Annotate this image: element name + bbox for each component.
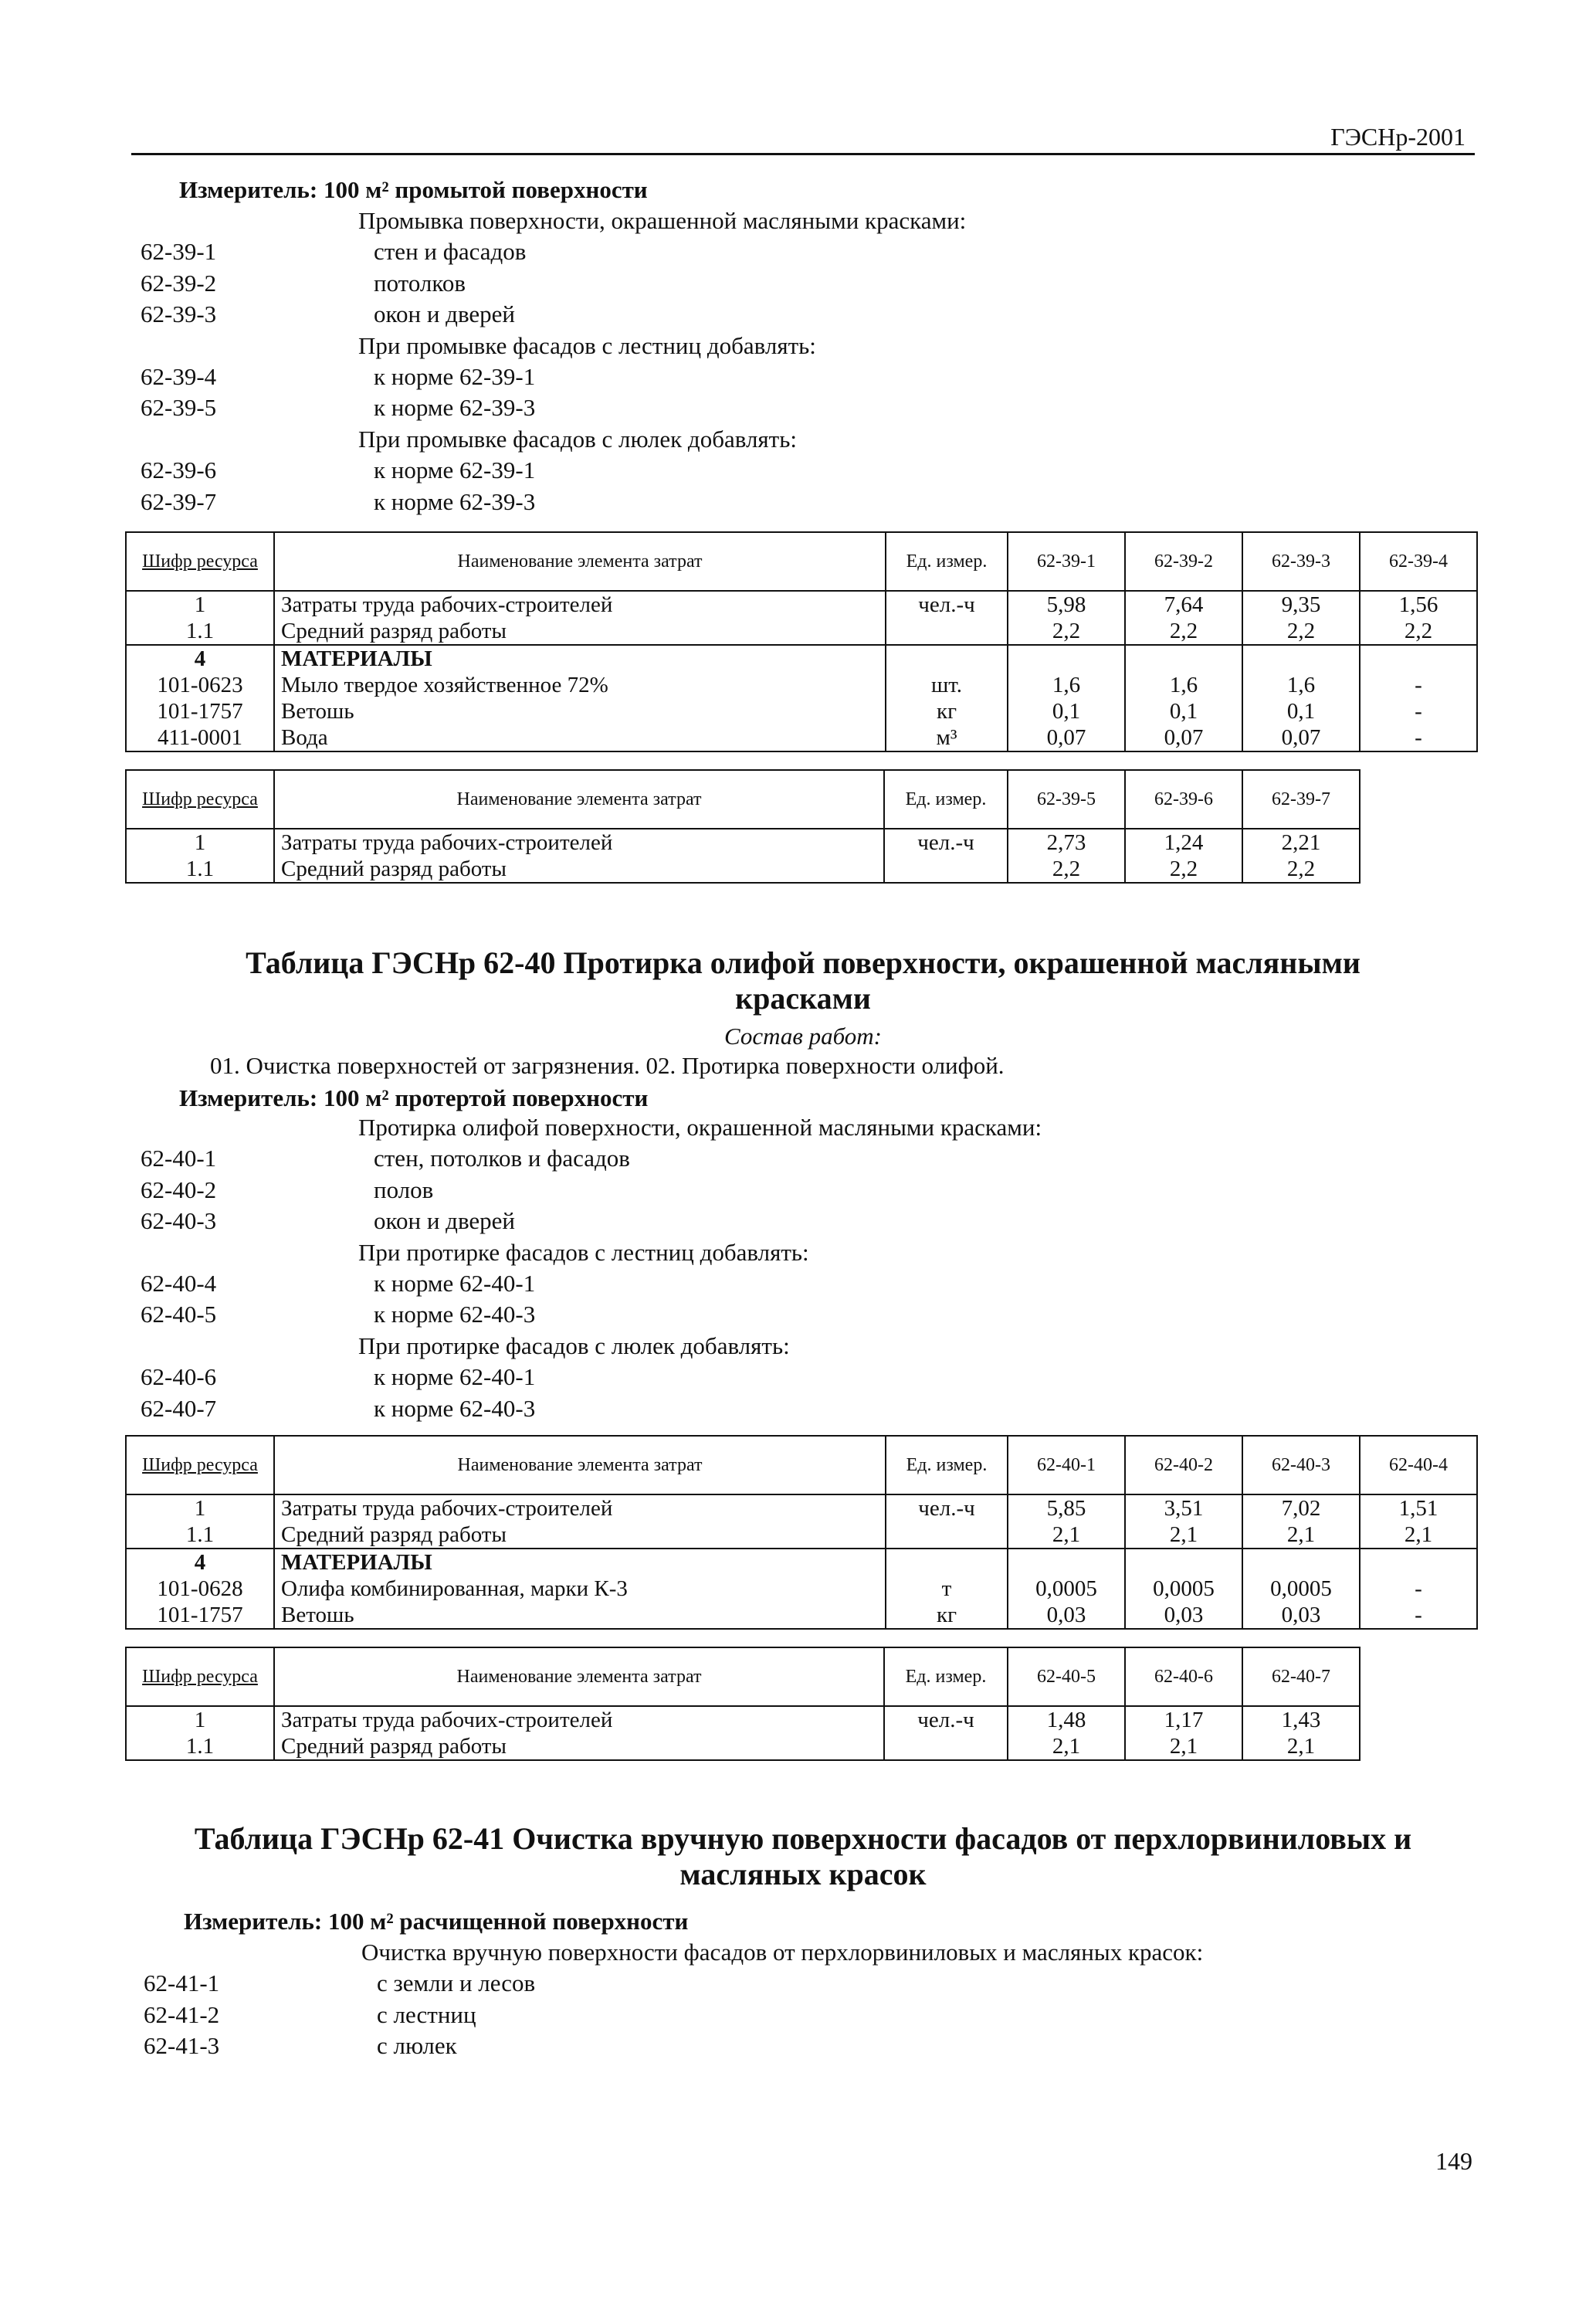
norm-value [1360, 1549, 1477, 1576]
norm-value: 2,1 [1242, 1521, 1360, 1549]
norm-value: 1,17 [1125, 1706, 1242, 1733]
norm-value: 2,2 [1008, 618, 1125, 645]
unit: кг [886, 698, 1008, 724]
norm-group-heading [141, 424, 1453, 455]
norm-description: полов [374, 1175, 434, 1203]
norm-value: 2,21 [1242, 829, 1360, 856]
header-norm-column: 62-39-2 [1125, 532, 1242, 591]
resource-table-62-39-1-4 [125, 531, 1478, 752]
norm-description: стен и фасадов [374, 238, 527, 266]
resource-code: 1.1 [126, 618, 274, 645]
norm-value [1008, 1549, 1125, 1576]
unit [886, 1521, 1008, 1549]
header-unit: Ед. измер. [883, 771, 1007, 828]
norm-item [141, 1143, 1453, 1174]
header-cost-element-and-unit [274, 770, 1008, 829]
cost-element-name: Ветошь [274, 1602, 886, 1629]
norm-list-62-40 [141, 1112, 1453, 1424]
norm-description: к норме 62-40-1 [374, 1363, 536, 1391]
norm-code: 62-40-4 [141, 1269, 217, 1297]
norm-group-heading [141, 1331, 1453, 1362]
header-resource-code-text: Шифр ресурса [142, 789, 258, 809]
norm-code: 62-39-7 [141, 487, 217, 515]
header-unit: Ед. измер. [886, 532, 1008, 591]
norm-value: 0,1 [1242, 698, 1360, 724]
cost-element-name: Затраты труда рабочих-строителей [274, 591, 886, 618]
cost-element-name: МАТЕРИАЛЫ [274, 1549, 886, 1576]
norm-description: Протирка олифой поверхности, окрашенной масляными красками: [358, 1114, 1042, 1141]
norm-item [144, 1968, 1456, 1999]
norm-group-heading [141, 331, 1453, 361]
table-row [126, 856, 1477, 883]
unit [883, 856, 1007, 882]
unit [886, 618, 1008, 645]
norm-value: 9,35 [1242, 591, 1360, 618]
norm-list-62-39 [141, 205, 1453, 517]
resource-code: 101-0628 [126, 1576, 274, 1602]
unit [883, 1733, 1007, 1759]
norm-code: 62-40-7 [141, 1394, 217, 1422]
header-unit: Ед. измер. [883, 1648, 1007, 1705]
resource-code: 4 [126, 645, 274, 672]
table-row [126, 1602, 1477, 1629]
norm-value: 1,56 [1360, 591, 1477, 618]
norm-value: 0,1 [1008, 698, 1125, 724]
norm-code: 62-40-1 [141, 1145, 217, 1172]
header-cost-element: Наименование элемента затрат [456, 1667, 702, 1687]
norm-description: к норме 62-39-3 [374, 487, 536, 515]
norm-value: 2,2 [1008, 856, 1125, 883]
header-cost-element: Наименование элемента затрат [274, 532, 886, 591]
composition-text: 01. Очистка поверхностей от загрязнения. 02. Протирка поверхности олифой. [210, 1052, 1005, 1079]
page-header [131, 116, 1475, 155]
norm-value: 2,73 [1008, 829, 1125, 856]
norm-item [141, 1362, 1453, 1393]
norm-description: Промывка поверхности, окрашенной масляными красками: [358, 207, 967, 234]
norm-description: При промывке фасадов с люлек добавлять: [358, 425, 797, 453]
norm-value: 2,1 [1242, 1733, 1360, 1760]
resource-code: 1 [126, 1494, 274, 1521]
table-row [126, 1494, 1477, 1521]
norm-value: 1,6 [1242, 672, 1360, 698]
header-resource-code-text: Шифр ресурса [142, 551, 258, 572]
norm-item [141, 268, 1453, 299]
norm-value: - [1360, 698, 1477, 724]
cost-element-name: Мыло твердое хозяйственное 72% [274, 672, 886, 698]
norm-item [141, 361, 1453, 392]
norm-value: 0,0005 [1008, 1576, 1125, 1602]
norm-description: Очистка вручную поверхности фасадов от перхлорвиниловых и масляных красок: [361, 1939, 1204, 1966]
header-norm-column: 62-39-6 [1125, 770, 1242, 829]
norm-value: 2,1 [1125, 1521, 1242, 1549]
table-row [126, 1576, 1477, 1602]
norm-description: стен, потолков и фасадов [374, 1145, 630, 1172]
norm-item [144, 2030, 1456, 2061]
norm-code: 62-39-4 [141, 362, 217, 390]
norm-value: 0,03 [1008, 1602, 1125, 1629]
resource-code: 1.1 [126, 1733, 274, 1760]
cost-element-name: Вода [274, 724, 886, 751]
header-cost-element: Наименование элемента затрат [456, 789, 702, 809]
norm-item [141, 236, 1453, 267]
header-resource-code [126, 1436, 274, 1494]
norm-value: 1,51 [1360, 1494, 1477, 1521]
table-row [126, 829, 1477, 856]
unit: м³ [886, 724, 1008, 751]
norm-value: 1,6 [1125, 672, 1242, 698]
norm-value: 0,0005 [1125, 1576, 1242, 1602]
norm-value: 5,98 [1008, 591, 1125, 618]
norm-item [141, 299, 1453, 330]
norm-value: 2,2 [1360, 618, 1477, 645]
table-title-62-40-line2: красками [735, 981, 871, 1016]
norm-code: 62-39-1 [141, 238, 217, 266]
norm-value: 2,1 [1360, 1521, 1477, 1549]
norm-value [1125, 645, 1242, 672]
norm-group-heading [144, 1937, 1456, 1968]
norm-description: потолков [374, 269, 466, 297]
norm-value: 7,02 [1242, 1494, 1360, 1521]
norm-code: 62-39-2 [141, 269, 217, 297]
unit: кг [886, 1602, 1008, 1629]
norm-description: При протирке фасадов с лестниц добавлять: [358, 1238, 809, 1266]
header-resource-code [126, 770, 274, 829]
cost-element-name-and-unit [274, 829, 1008, 856]
unit: шт. [886, 672, 1008, 698]
cost-element-name: Средний разряд работы [281, 857, 507, 881]
cost-element-name: Ветошь [274, 698, 886, 724]
header-resource-code [126, 1647, 274, 1706]
norm-value [1125, 1549, 1242, 1576]
norm-value: 0,07 [1125, 724, 1242, 751]
header-norm-column: 62-39-3 [1242, 532, 1360, 591]
header-norm-column: 62-39-7 [1242, 770, 1360, 829]
norm-value: 0,07 [1242, 724, 1360, 751]
norm-description: к норме 62-39-1 [374, 456, 536, 484]
norm-code: 62-40-3 [141, 1207, 217, 1235]
header-resource-code-text: Шифр ресурса [142, 1455, 258, 1475]
resource-code: 4 [126, 1549, 274, 1576]
table-row [126, 698, 1477, 724]
unit: чел.-ч [883, 829, 1007, 856]
norm-value: 0,03 [1242, 1602, 1360, 1629]
meter-62-39: Измеритель: 100 м² промытой поверхности [179, 176, 648, 203]
norm-value: 0,07 [1008, 724, 1125, 751]
cost-element-name-and-unit [274, 1733, 1008, 1760]
resource-code: 411-0001 [126, 724, 274, 751]
norm-item [141, 1175, 1453, 1206]
norm-description: к норме 62-39-3 [374, 394, 536, 422]
cost-element-name: Средний разряд работы [274, 1521, 886, 1549]
norm-item [141, 392, 1453, 423]
norm-value: 1,48 [1008, 1706, 1125, 1733]
unit: чел.-ч [886, 591, 1008, 618]
header-norm-column: 62-40-6 [1125, 1647, 1242, 1706]
table-title-62-41-line1: Таблица ГЭСНр 62-41 Очистка вручную поверхности фасадов от перхлорвиниловых и [194, 1821, 1412, 1856]
norm-value: 7,64 [1125, 591, 1242, 618]
norm-description: с земли и лесов [377, 1969, 536, 1997]
table-title-62-40-line1: Таблица ГЭСНр 62-40 Протирка олифой поверхности, окрашенной масляными [246, 945, 1360, 980]
norm-value: 0,0005 [1242, 1576, 1360, 1602]
norm-value: 2,1 [1008, 1733, 1125, 1760]
norm-value: 2,2 [1242, 618, 1360, 645]
document-code: ГЭСНр-2001 [1330, 123, 1466, 151]
table-row [126, 1549, 1477, 1576]
norm-description: к норме 62-39-1 [374, 362, 536, 390]
norm-value [1360, 645, 1477, 672]
norm-value [1242, 645, 1360, 672]
norm-value: 1,24 [1125, 829, 1242, 856]
resource-table-62-39-5-7 [125, 769, 1478, 884]
norm-code: 62-39-3 [141, 300, 217, 328]
norm-code: 62-40-5 [141, 1301, 217, 1328]
norm-code: 62-39-6 [141, 456, 217, 484]
cost-element-name: Затраты труда рабочих-строителей [281, 830, 613, 855]
table-row [126, 645, 1477, 672]
table-row [126, 672, 1477, 698]
norm-group-heading [141, 205, 1453, 236]
header-resource-code [126, 532, 274, 591]
unit: чел.-ч [886, 1494, 1008, 1521]
norm-value: 5,85 [1008, 1494, 1125, 1521]
resource-code: 1.1 [126, 1521, 274, 1549]
norm-code: 62-40-6 [141, 1363, 217, 1391]
norm-value: 2,2 [1125, 618, 1242, 645]
unit: т [886, 1576, 1008, 1602]
table-row [126, 1706, 1477, 1733]
norm-code: 62-41-2 [144, 2000, 220, 2028]
resource-code: 101-1757 [126, 698, 274, 724]
norm-value: 1,43 [1242, 1706, 1360, 1733]
norm-value: 1,6 [1008, 672, 1125, 698]
meter-62-41: Измеритель: 100 м² расчищенной поверхности [184, 1908, 689, 1935]
norm-value: - [1360, 1602, 1477, 1629]
cost-element-name: Средний разряд работы [274, 618, 886, 645]
header-norm-column: 62-39-4 [1360, 532, 1477, 591]
norm-value: 2,2 [1125, 856, 1242, 883]
page-number: 149 [1435, 2147, 1472, 2175]
norm-list-62-41 [144, 1937, 1456, 2062]
header-norm-column: 62-40-5 [1008, 1647, 1125, 1706]
cost-element-name: Средний разряд работы [281, 1734, 507, 1759]
norm-code: 62-41-1 [144, 1969, 220, 1997]
norm-description: с лестниц [377, 2000, 476, 2028]
resource-code: 1 [126, 1706, 274, 1733]
unit [886, 645, 1008, 672]
composition-label: Состав работ: [723, 1023, 882, 1050]
cost-element-name-and-unit [274, 856, 1008, 883]
header-norm-column: 62-39-5 [1008, 770, 1125, 829]
norm-value: 3,51 [1125, 1494, 1242, 1521]
norm-item [141, 1393, 1453, 1424]
norm-value: 2,1 [1008, 1521, 1125, 1549]
resource-code: 1.1 [126, 856, 274, 883]
norm-value: 0,03 [1125, 1602, 1242, 1629]
norm-value: 2,2 [1242, 856, 1360, 883]
norm-description: При промывке фасадов с лестниц добавлять: [358, 331, 816, 359]
norm-value: 0,1 [1125, 698, 1242, 724]
norm-value [1242, 1549, 1360, 1576]
table-row [126, 618, 1477, 645]
cost-element-name: Затраты труда рабочих-строителей [274, 1494, 886, 1521]
norm-description: к норме 62-40-1 [374, 1269, 536, 1297]
resource-table-62-40-5-7 [125, 1647, 1478, 1761]
norm-value [1008, 645, 1125, 672]
norm-description: к норме 62-40-3 [374, 1301, 536, 1328]
norm-value: - [1360, 724, 1477, 751]
cost-element-name-and-unit [274, 1706, 1008, 1733]
norm-code: 62-39-5 [141, 394, 217, 422]
norm-description: При протирке фасадов с люлек добавлять: [358, 1332, 790, 1359]
norm-item [144, 2000, 1456, 2030]
header-resource-code-text: Шифр ресурса [142, 1667, 258, 1687]
norm-description: окон и дверей [374, 300, 516, 328]
resource-code: 1 [126, 591, 274, 618]
table-title-62-41-line2: масляных красок [679, 1857, 927, 1891]
norm-code: 62-41-3 [144, 2032, 220, 2060]
table-row [126, 1521, 1477, 1549]
norm-value: - [1360, 672, 1477, 698]
resource-table-62-40-1-4 [125, 1435, 1478, 1630]
header-cost-element-and-unit [274, 1647, 1008, 1706]
norm-group-heading [141, 1237, 1453, 1268]
cost-element-name: МАТЕРИАЛЫ [274, 645, 886, 672]
header-norm-column: 62-40-7 [1242, 1647, 1360, 1706]
table-row [126, 591, 1477, 618]
norm-description: к норме 62-40-3 [374, 1394, 536, 1422]
norm-item [141, 1299, 1453, 1330]
norm-item [141, 1206, 1453, 1237]
norm-code: 62-40-2 [141, 1175, 217, 1203]
norm-item [141, 455, 1453, 486]
header-unit: Ед. измер. [886, 1436, 1008, 1494]
norm-description: окон и дверей [374, 1207, 516, 1235]
norm-item [141, 1268, 1453, 1299]
table-title-62-40 [131, 945, 1475, 1016]
unit: чел.-ч [883, 1707, 1007, 1733]
table-title-62-41 [131, 1821, 1475, 1892]
resource-code: 1 [126, 829, 274, 856]
header-norm-column: 62-40-3 [1242, 1436, 1360, 1494]
header-norm-column: 62-40-4 [1360, 1436, 1477, 1494]
norm-description: с люлек [377, 2032, 457, 2060]
header-norm-column: 62-40-2 [1125, 1436, 1242, 1494]
resource-code: 101-0623 [126, 672, 274, 698]
table-row [126, 724, 1477, 751]
norm-item [141, 487, 1453, 517]
table-row [126, 1733, 1477, 1760]
unit [886, 1549, 1008, 1576]
header-norm-column: 62-40-1 [1008, 1436, 1125, 1494]
header-norm-column: 62-39-1 [1008, 532, 1125, 591]
norm-group-heading [141, 1112, 1453, 1143]
norm-value: 2,1 [1125, 1733, 1242, 1760]
meter-62-40: Измеритель: 100 м² протертой поверхности [179, 1084, 649, 1111]
norm-value: - [1360, 1576, 1477, 1602]
cost-element-name: Затраты труда рабочих-строителей [281, 1708, 613, 1732]
cost-element-name: Олифа комбинированная, марки К-3 [274, 1576, 886, 1602]
resource-code: 101-1757 [126, 1602, 274, 1629]
header-cost-element: Наименование элемента затрат [274, 1436, 886, 1494]
